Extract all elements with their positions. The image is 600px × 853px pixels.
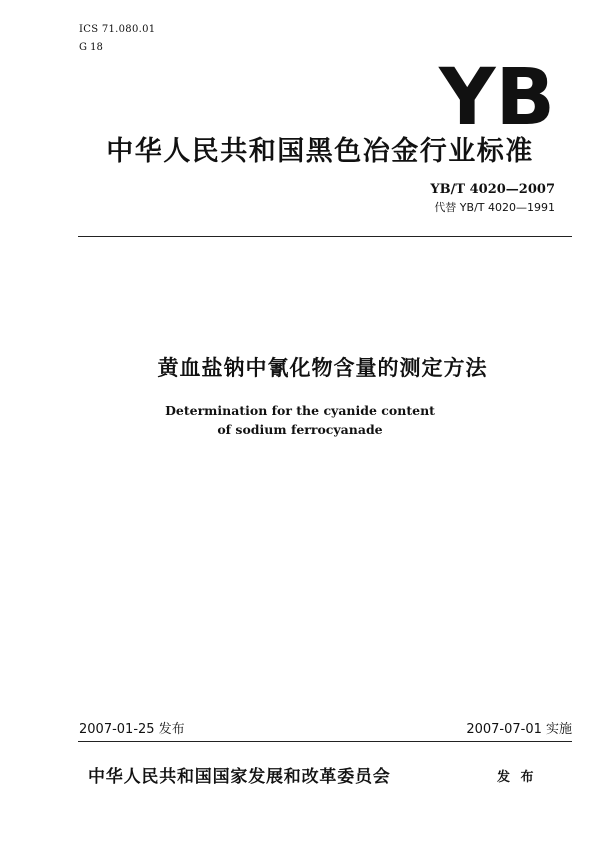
document-title-cn: 黄血盐钠中氰化物含量的测定方法 <box>157 356 488 380</box>
standard-number: YB/T 4020—2007 <box>430 182 555 197</box>
document-title-en-line1: Determination for the cyanide content <box>165 403 435 418</box>
ministry-title: 中华人民共和国黑色冶金行业标准 <box>106 136 534 167</box>
implementation-date: 2007-07-01 实施 <box>466 722 572 737</box>
issuing-authority: 中华人民共和国国家发展和改革委员会 <box>88 767 391 787</box>
footer-divider <box>78 741 572 742</box>
replaces-note: 代替 YB/T 4020—1991 <box>434 201 555 214</box>
ics-code: ICS 71.080.01 <box>79 24 156 35</box>
document-title-en-line2: of sodium ferrocyanade <box>217 422 383 437</box>
yb-logo-text: YB <box>438 62 555 128</box>
yb-logo <box>438 62 556 128</box>
publish-label: 发 布 <box>497 770 537 785</box>
classification-code: G 18 <box>79 42 103 53</box>
header-divider <box>78 236 572 237</box>
issue-date: 2007-01-25 发布 <box>79 722 185 737</box>
